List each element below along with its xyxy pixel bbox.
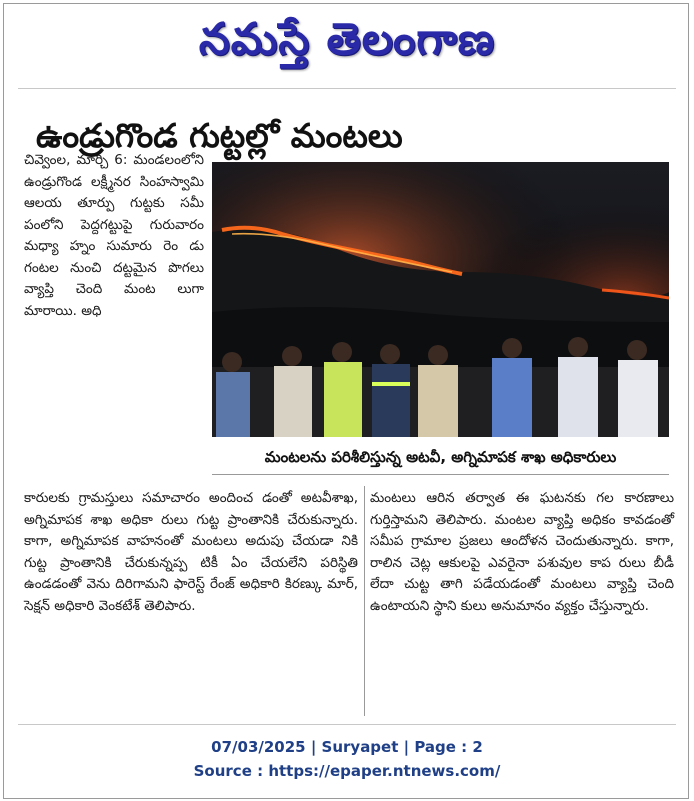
photo-caption: మంటలను పరిశీలిస్తున్న అటవీ, అగ్నిమాపక శాఖ అధికారులు xyxy=(212,440,669,475)
column-divider xyxy=(364,486,365,716)
article-column-bottom-left: కారులకు గ్రామస్తులు సమాచారం అందించ డంతో అటవీశాఖ, అగ్నిమాపక శాఖ అధికా రులు గుట్ట ప్రాంతానికి చేరుకున్నారు. కాగా, అగ్నిమాపక వాహనంతో మంటలు అదుపు చేయడా నికి గుట్ట ప్రాంతానికి చేరుకున్నప్ప టికీ ఏం చేయలేని పరిస్థితి ఉండడంతో వెను దిరిగామని ఫారెస్ట్ రేంజ్ అధికారి కిరణ్కు మార్, సెక్షన్ అధికారి వెంకటేశ్ తెలిపారు. xyxy=(24,490,358,614)
footer-divider xyxy=(18,724,676,725)
news-photo xyxy=(212,162,669,437)
edition-info: 07/03/2025 | Suryapet | Page : 2 xyxy=(211,738,483,756)
article-headline: ఉండ్రుగొండ గుట్టల్లో మంటలు xyxy=(36,116,403,155)
article-column-bottom-right: మంటలు ఆరిన తర్వాత ఈ ఘటనకు గల కారణాలు గుర్తిస్తామని తెలిపారు. మంటల వ్యాప్తి అధికం కావడంతో సమీప గ్రామాల ప్రజలు ఆందోళన చెందుతున్నారు. కాగా, రాలిన చెట్ల ఆకులపై ఎవరైనా పశువుల కాప రులు బీడీ లేదా చుట్ట తాగి పడేయడంతో మంటలు వ్యాప్తి చెంది ఉంటాయని స్థాని కులు అనుమానం వ్యక్తం చేస్తున్నారు. xyxy=(370,490,674,614)
article-column-left: చివ్వెంల, మార్చి 6: మండలంలోని ఉండ్రుగొండ లక్ష్మీనర సింహస్వామి ఆలయ తూర్పు గుట్టకు సమీ పంలోని పెద్దగట్టుపై గురువారం మధ్యా హ్నం సుమారు రెం డు గంటల నుంచి దట్టమైన పొగలు వ్యాప్తి చెంది మంట లుగా మారాయి. అధి xyxy=(24,152,204,319)
source-link[interactable]: Source : https://epaper.ntnews.com/ xyxy=(193,762,501,780)
newspaper-masthead: నమస్తే తెలంగాణ xyxy=(198,14,496,65)
masthead-divider xyxy=(18,88,676,89)
